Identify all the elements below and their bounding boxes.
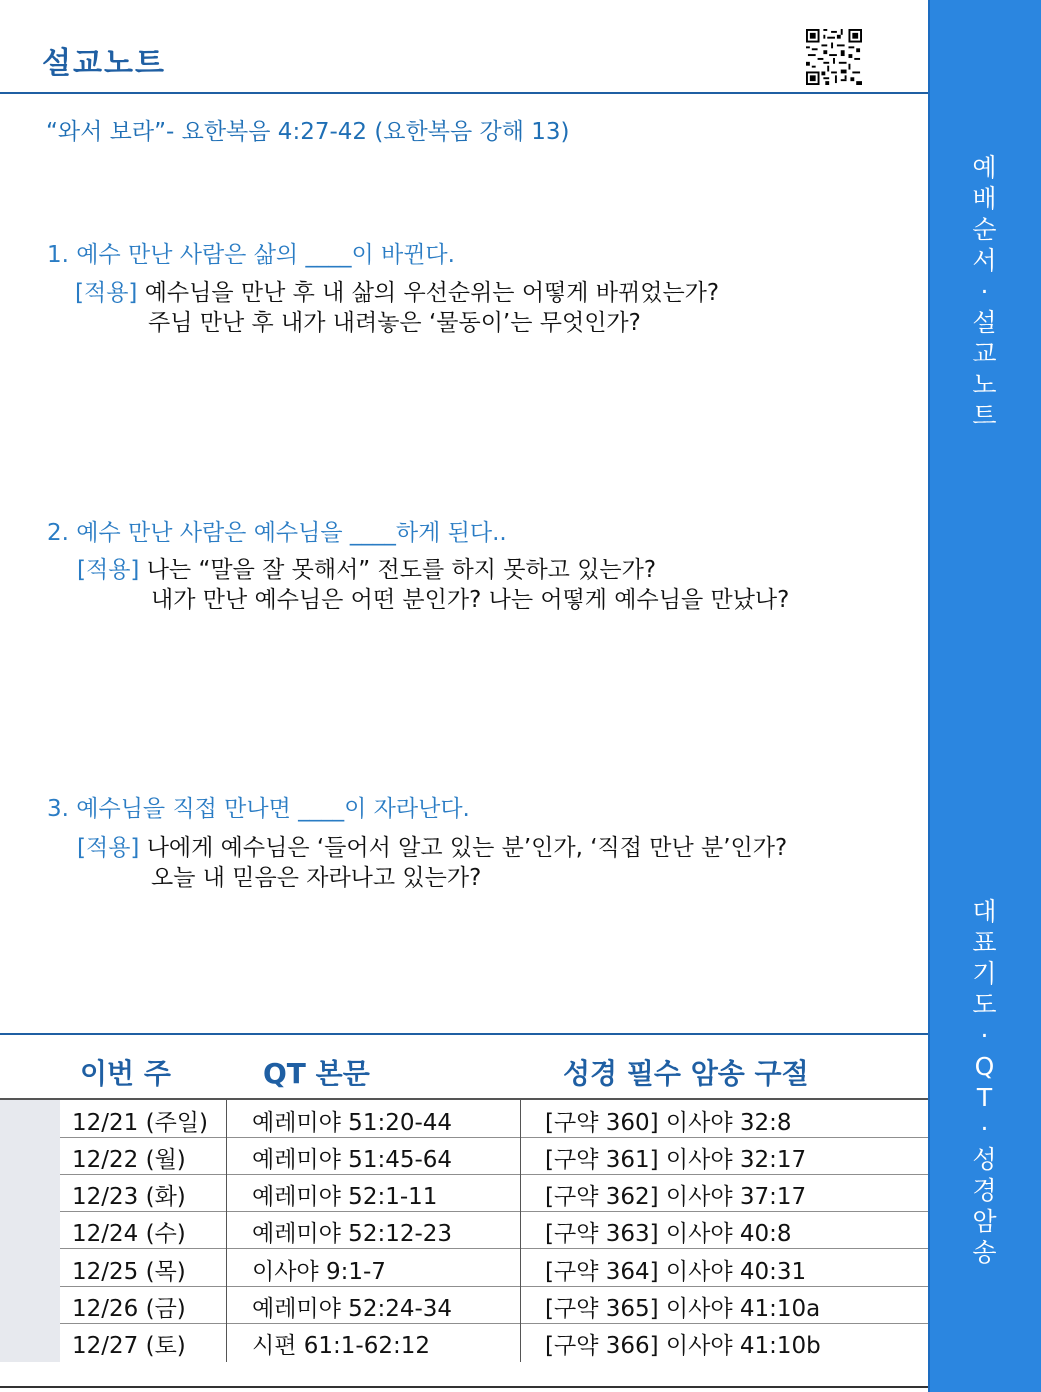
date-cell: 12/23 (화) [72,1184,186,1210]
sidebar-char: 대 [972,897,997,926]
qt-cell: 이사야 9:1-7 [252,1259,386,1285]
sidebar-char: 설 [972,308,997,337]
application-line: 나에게 예수님은 ‘들어서 알고 있는 분’인가, ‘직접 만난 분’인가? [146,835,788,861]
table-row [60,1323,928,1360]
verse-cell: [구약 362] 이사야 37:17 [545,1184,807,1210]
table-row [60,1174,928,1212]
sidebar-char: 경 [972,1176,997,1205]
verse-cell: [구약 360] 이사야 32:8 [545,1110,792,1136]
sidebar-label-bottom [928,896,1041,1268]
sidebar-char: 노 [972,370,997,399]
sidebar-label-top [928,152,1041,431]
verse-cell: [구약 361] 이사야 32:17 [545,1147,807,1173]
sidebar-char: T [976,1083,993,1112]
application-line: 오늘 내 믿음은 자라나고 있는가? [151,865,482,891]
date-cell: 12/25 (목) [72,1259,186,1285]
sidebar-char: · [980,1021,989,1050]
date-cell: 12/22 (월) [72,1147,186,1173]
date-cell: 12/27 (토) [72,1333,186,1359]
application-tag: [적용] [77,557,140,583]
page-title: 설교노트 [42,46,166,81]
qt-cell: 시편 61:1-62:12 [252,1333,430,1359]
application-line: 나는 “말을 잘 못해서” 전도를 하지 못하고 있는가? [146,557,657,583]
table-row [60,1137,928,1175]
sidebar-char: 서 [972,246,997,275]
date-cell: 12/24 (수) [72,1221,186,1247]
page-bottom-rule [0,1386,928,1388]
sidebar-char: · [980,277,989,306]
application-tag: [적용] [75,280,138,306]
application-2 [77,555,789,615]
sidebar-char: Q [974,1052,995,1081]
application-tag: [적용] [77,835,140,861]
application-line: 주님 만난 후 내가 내려놓은 ‘물동이’는 무엇인가? [148,310,641,336]
qt-cell: 예레미야 51:20-44 [252,1110,453,1136]
header-rule [0,92,928,94]
verse-cell: [구약 365] 이사야 41:10a [545,1296,821,1322]
sermon-title: “와서 보라”- 요한복음 4:27-42 (요한복음 강해 13) [46,119,570,145]
table-header-week: 이번 주 [80,1057,171,1090]
application-1 [75,278,719,338]
sidebar-char: 기 [972,959,997,988]
table-column-divider [520,1100,521,1362]
verse-cell: [구약 364] 이사야 40:31 [545,1259,807,1285]
table-column-divider [226,1100,227,1362]
table-row [60,1249,928,1287]
table-header-verse: 성경 필수 암송 구절 [563,1057,809,1090]
sidebar-char: 도 [972,990,997,1019]
application-line: 예수님을 만난 후 내 삶의 우선순위는 어떻게 바뀌었는가? [144,280,720,306]
table-row [60,1211,928,1249]
sidebar-char: 교 [972,339,997,368]
application-line: 내가 만난 예수님은 어떤 분인가? 나는 어떻게 예수님을 만났나? [151,587,790,613]
sidebar-char: 순 [972,215,997,244]
sidebar-char: 배 [972,184,997,213]
qt-cell: 예레미야 51:45-64 [252,1147,453,1173]
point-heading-2: 2. 예수 만난 사람은 예수님을 ____하게 된다.. [47,520,507,546]
sidebar-char: · [980,1114,989,1143]
application-3 [77,833,787,893]
qr-code-icon [805,29,863,85]
date-cell: 12/26 (금) [72,1296,186,1322]
point-heading-1: 1. 예수 만난 사람은 삶의 ____이 바뀐다. [47,242,455,268]
point-heading-3: 3. 예수님을 직접 만나면 ____이 자라난다. [47,796,470,822]
verse-cell: [구약 363] 이사야 40:8 [545,1221,792,1247]
qt-cell: 예레미야 52:1-11 [252,1184,438,1210]
sidebar-char: 암 [972,1207,997,1236]
table-row [60,1286,928,1324]
sidebar-char: 성 [972,1145,997,1174]
table-row [60,1100,928,1138]
sidebar-char: 예 [972,153,997,182]
qt-cell: 예레미야 52:24-34 [252,1296,453,1322]
sidebar-char: 트 [972,401,997,430]
table-header-qt: QT 본문 [263,1057,370,1090]
verse-cell: [구약 366] 이사야 41:10b [545,1333,821,1359]
sidebar-char: 표 [972,928,997,957]
date-cell: 12/21 (주일) [72,1110,208,1136]
table-left-shade [0,1100,60,1362]
qt-cell: 예레미야 52:12-23 [252,1221,453,1247]
sidebar-char: 송 [972,1238,997,1267]
table-section-rule [0,1033,928,1035]
